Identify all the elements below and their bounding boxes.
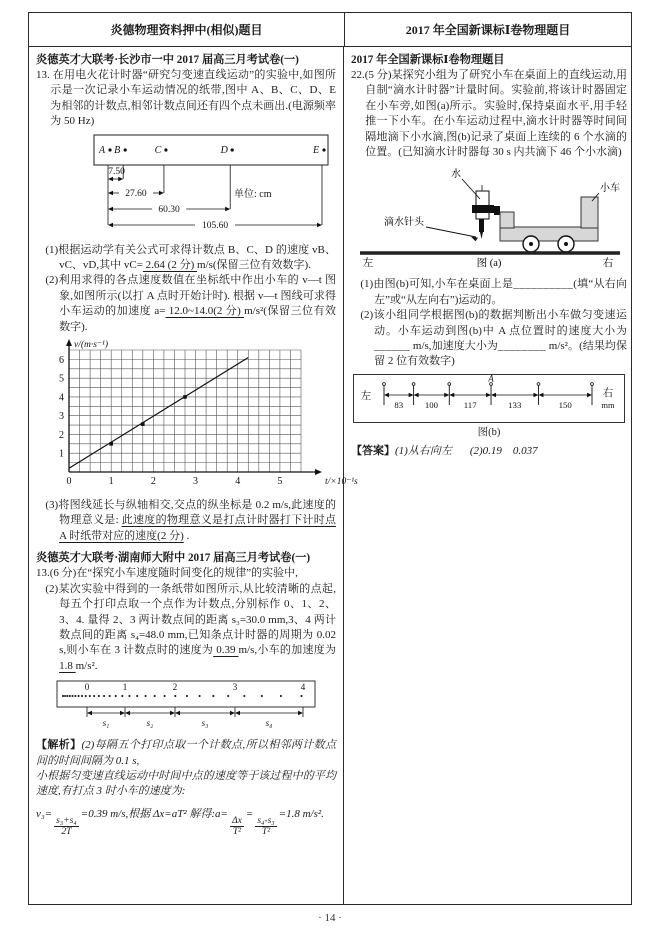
fig-a-caption: 图 (a): [476, 258, 501, 270]
q13b-intro: 13.(6 分)在“探究小车速度随时间变化的规律”的实验中,: [36, 567, 298, 580]
figure-b: [353, 374, 625, 423]
vt-data-point: [183, 395, 187, 399]
tape-figure-1: [36, 133, 336, 240]
svg-text:1: 1: [122, 682, 128, 693]
svg-text:A: A: [98, 144, 106, 156]
svg-text:D: D: [220, 144, 228, 156]
vt-grid: [69, 350, 301, 472]
answer-v3: 0.39: [213, 644, 239, 657]
svg-text:133: 133: [508, 399, 522, 410]
svg-text:3: 3: [59, 411, 64, 423]
vt-data-point: [141, 422, 145, 426]
svg-text:单位: cm: 单位: cm: [234, 188, 272, 200]
svg-text:3: 3: [232, 682, 238, 693]
svg-text:100: 100: [424, 399, 439, 410]
svg-text:t/×10⁻¹s: t/×10⁻¹s: [325, 477, 358, 488]
q13-part2: (2)利用求得的各点速度数值在坐标纸中作出小车的 v—t 图象,如图所示(以打 A 点时开始计时). 根据 v—t 图线可求得小车运动的加速度 a= 12.0~14.0(2 分) m/s²(保留三位有效数字).: [45, 274, 337, 333]
svg-text:0: 0: [84, 682, 90, 693]
q13b-part2: (2)某次实验中得到的一条纸带如图所示,从比较清晰的点起,每五个打印点取一个点作为计数点,分别标作 0、1、2、3、4. 量得 2、3 两计数点间的距离 s₃=30.0 mm,3、4 两计数点间的距离 s₄=48.0 mm,已知条点计时器的周期为 0.02 s,则小车在 3 计数点时的速度为 0.39 m/s,小车的加速度为 1.8 m/s².: [45, 582, 336, 672]
svg-text:1: 1: [108, 476, 114, 488]
svg-text:2: 2: [150, 476, 156, 488]
q13-part1: (1)根据运动学有关公式可求得计数点 B、C、D 的速度 vB、vC、vD,其中 vC= 2.64 (2 分) m/s(保留三位有效数字).: [45, 243, 336, 272]
tape-figure-1-svg: [36, 133, 336, 235]
svg-text:1: 1: [59, 448, 64, 460]
fraction-3: $\frac{\text{s₄-s₃}}{\text{T²}}$: [257, 814, 275, 838]
right-exam-title: 2017 年全国新课标Ⅰ卷物理题目: [351, 54, 505, 66]
right-column: [344, 47, 634, 905]
svg-text:0: 0: [66, 476, 72, 488]
svg-text:s₁: s₁: [102, 718, 110, 729]
q22-part2-blank1: ______: [374, 340, 411, 353]
svg-text:s₃: s₃: [201, 718, 209, 729]
svg-text:4: 4: [59, 392, 64, 404]
svg-text:s₄: s₄: [265, 718, 273, 729]
fig-a-cart-label: 小车: [599, 183, 620, 195]
figure-b-caption: 图(b): [477, 426, 501, 438]
svg-text:5: 5: [277, 476, 283, 488]
svg-text:4: 4: [300, 682, 306, 693]
fig-a-needle-label: 滴水针头: [383, 217, 424, 229]
svg-text:6: 6: [59, 354, 64, 366]
answer-intercept-meaning: 此速度的物理意义是打点计时器打下计时点 A 时纸带对应的速度(2 分): [59, 514, 337, 542]
q22-intro: 22.(5 分)某探究小组为了研究小车在桌面上的直线运动,用自制“滴水计时器”计量时间。实验前,将该计时器固定在小车旁,如图(a)所示。实验时,保持桌面水平,用手轻推一下小车。在小车运动过程中,滴水计时器等时间间隔地滴下小水滴,图(b)记录了桌面上连续的 6 个水滴的位置。(已知滴水计时器每 30 s 内共滴下 46 个小水滴): [351, 69, 627, 159]
q13-intro: 13. 在用电火花计时器“研究匀变速直线运动”的实验中,如图所示是一次记录小车运动情况的纸带,图中 A、B、C、D、E 为相邻的计数点,相邻计数点间还有四个点未画出.(电源频率为 50 Hz): [36, 69, 336, 128]
fig-a-cart-base: [500, 227, 598, 241]
svg-text:27.60: 27.60: [125, 188, 147, 199]
svg-text:B: B: [114, 144, 121, 156]
q22-part2: (2)该小组同学根据图(b)的数据判断出小车做匀变速运动。小车运动到图(b)中 A 点位置时的速度大小为______ m/s,加速度大小为________ m/s²。(结果均保留 2 位有效数字): [360, 309, 627, 368]
tape-figure-2: [36, 677, 336, 734]
svg-text:60.30: 60.30: [158, 204, 180, 215]
fig-a-clamp: [472, 205, 494, 213]
vt-data-point: [109, 442, 113, 446]
fig-a-water-label: 水: [450, 169, 461, 181]
svg-text:右: 右: [602, 387, 614, 399]
svg-text:150: 150: [558, 399, 572, 410]
svg-text:105.60: 105.60: [201, 220, 229, 231]
vt-graph-svg: [37, 338, 358, 490]
page-border-table: [28, 12, 632, 905]
q13-part3: (3)将图线延长与纵轴相交,交点的纵坐标是 0.2 m/s,此速度的物理意义是: 此速度的物理意义是打点计时器打下计时点 A 时纸带对应的速度(2 分) .: [45, 499, 337, 542]
figure-b-svg: [354, 375, 624, 417]
content-columns: [29, 47, 631, 905]
svg-text:7.50: 7.50: [108, 166, 125, 177]
svg-text:4: 4: [235, 476, 241, 488]
svg-text:117: 117: [463, 399, 477, 410]
svg-text:83: 83: [394, 399, 404, 410]
tape-figure-2-svg: [43, 677, 329, 729]
figure-a-svg: [352, 163, 627, 269]
fig-a-needle: [479, 219, 484, 232]
header-left-title: 炎德物理资料押中(相似)题目: [29, 13, 345, 46]
jiexi-paragraph-1: 【解析】(2)每隔五个打印点取一个计数点,所以相邻两计数点间的时间间隔为 0.1 s,: [36, 739, 337, 767]
vt-graph-figure: [36, 338, 358, 495]
header-right-title: 2017 年全国新课标Ⅰ卷物理题目: [405, 23, 571, 37]
figure-a: [351, 163, 627, 274]
q22-part2-blank2: ________: [497, 340, 546, 353]
answer-vc: 2.64 (2 分): [142, 259, 197, 272]
svg-text:2: 2: [172, 682, 178, 693]
svg-text:C: C: [154, 144, 162, 156]
fig-a-cart-left-wall: [500, 212, 514, 228]
header-row: [29, 13, 631, 47]
tape1-group: [94, 135, 328, 231]
answer-a2: 1.8: [59, 659, 76, 672]
page-number: · 14 ·: [318, 912, 342, 924]
answer-line: [351, 443, 627, 459]
fraction-2: $\frac{\Delta x}{\text{T²}}$: [231, 814, 242, 838]
svg-text:左: 左: [360, 390, 372, 402]
vt-chart-group: [59, 339, 358, 487]
left-exam-title-2: 炎德英才大联考·湖南师大附中 2017 届高三月考试卷(一): [36, 552, 311, 565]
q22-part1-blank: __________: [513, 278, 574, 291]
svg-text:3: 3: [193, 476, 199, 488]
svg-text:v/(m·s⁻¹): v/(m·s⁻¹): [74, 340, 108, 351]
answer-part2: (2)0.19 0.037: [469, 444, 538, 457]
fig-a-right-label: 右: [602, 258, 613, 270]
svg-text:s₂: s₂: [146, 718, 154, 729]
svg-text:E: E: [312, 144, 320, 156]
answer-acceleration: 12.0~14.0(2 分): [165, 305, 245, 318]
left-column: [29, 47, 358, 905]
fig-a-left-label: 左: [362, 258, 373, 270]
tape2-group: [57, 681, 315, 728]
svg-text:A: A: [488, 373, 494, 384]
jiexi-formula: v₃= $\frac{\text{s₃+s₄}}{2T}$ =0.39 m/s,根据 Δx=aT² 解得:a= $\frac{\Delta x}{\text{T²}}$ = $\frac{\text{s₄-s₃}}{\text{T²}}$ =1.8 m/s².: [36, 807, 324, 838]
figb-group: [361, 373, 615, 410]
fraction-1: $\frac{\text{s₃+s₄}}{2T}$: [56, 814, 77, 838]
vt-data-line: [69, 358, 248, 469]
answer-part1: (1)从右向左: [395, 444, 452, 457]
svg-text:5: 5: [59, 373, 64, 385]
svg-text:2: 2: [59, 430, 64, 442]
q22-part1: (1)由图(b)可知,小车在桌面上是__________(填“从右向左”或“从左向右”)运动的。: [360, 278, 628, 306]
answer-label: 【答案】: [351, 444, 395, 457]
svg-text:mm: mm: [601, 399, 615, 410]
fig-a-cart-right-wall: [581, 197, 598, 228]
jiexi-paragraph-2: 小根据匀变速直线运动中时间中点的速度等于该过程中的平均速度,有打点 3 时小车的速度为:: [36, 769, 336, 798]
left-exam-title-1: 炎德英才大联考·长沙市一中 2017 届高三月考试卷(一): [36, 54, 299, 66]
jiexi-label: 【解析】: [36, 739, 82, 752]
